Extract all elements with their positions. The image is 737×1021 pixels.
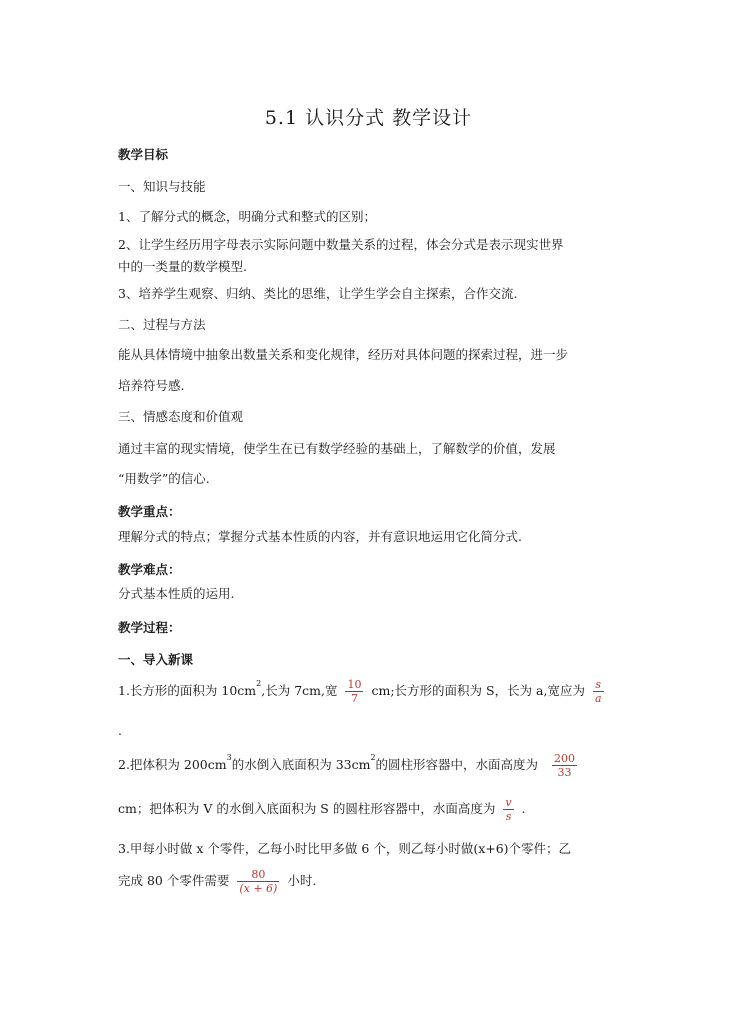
- process-heading: 教学过程：: [118, 620, 181, 635]
- intro-heading: 一、导入新课: [118, 652, 194, 667]
- key-points-text: 理解分式的特点；掌握分式基本性质的内容，并有意识地运用它化简分式.: [118, 529, 522, 544]
- fraction-200-over-33: $\frac{200}{33}$: [554, 752, 576, 779]
- question-1-end: .: [118, 723, 122, 738]
- difficulty-text: 分式基本性质的运用.: [118, 586, 235, 601]
- question-2-line-2: cm；把体积为 V 的水倒入底面积为 S 的圆柱形容器中，水面高度为 $\frac{v}{s}$ .: [118, 796, 526, 823]
- question-1: 1.长方形的面积为 $10cm^2$,长为 7cm,宽 $\frac{10}{7}$ cm;长方形的面积为 S，长为 a,宽应为 $\frac{s}{a}$: [118, 678, 602, 705]
- question-3-line-2: 完成 80 个零件需要 $\frac{80}{(x + 6)}$ 小时.: [118, 868, 317, 895]
- section3-heading: 三、情感态度和价值观: [118, 409, 244, 424]
- objective-item-1: 1、了解分式的概念，明确分式和整式的区别；: [118, 209, 376, 224]
- difficulty-heading: 教学难点：: [118, 562, 181, 577]
- section3-text-a: 通过丰富的现实情境，使学生在已有数学经验的基础上，了解数学的价值，发展: [118, 441, 556, 456]
- section3-text-b: “用数学”的信心.: [118, 471, 210, 486]
- section2-text-b: 培养符号感.: [118, 378, 185, 393]
- section1-heading: 一、知识与技能: [118, 179, 206, 194]
- fraction-s-over-a: $\frac{s}{a}$: [594, 678, 602, 705]
- question-2-line-1: 2.把体积为 $200cm^3$的水倒入底面积为 $33cm^2$的圆柱形容器中，水面高度为 $\frac{200}{33}$: [118, 752, 576, 779]
- objectives-heading: 教学目标: [118, 147, 169, 162]
- objective-item-2b: 中的一类量的数学模型.: [118, 259, 247, 274]
- key-points-heading: 教学重点：: [118, 504, 181, 519]
- question-3-line-1: 3.甲每小时做 x 个零件，乙每小时比甲多做 6 个，则乙每小时做(x+6)个零件；乙: [118, 841, 572, 856]
- section2-heading: 二、过程与方法: [118, 317, 206, 332]
- fraction-v-over-s: $\frac{v}{s}$: [505, 796, 512, 823]
- fraction-80-over-x-plus-6: $\frac{80}{(x + 6)}$: [239, 868, 278, 895]
- page-title: 5.1 认识分式 教学设计: [264, 107, 473, 129]
- objective-item-2a: 2、让学生经历用字母表示实际问题中数量关系的过程，体会分式是表示现实世界: [118, 237, 564, 252]
- objective-item-3: 3、培养学生观察、归纳、类比的思维，让学生学会自主探索，合作交流.: [118, 286, 518, 301]
- fraction-10-over-7: $\frac{10}{7}$: [347, 678, 362, 705]
- section2-text-a: 能从具体情境中抽象出数量关系和变化规律，经历对具体问题的探索过程，进一步: [118, 347, 569, 362]
